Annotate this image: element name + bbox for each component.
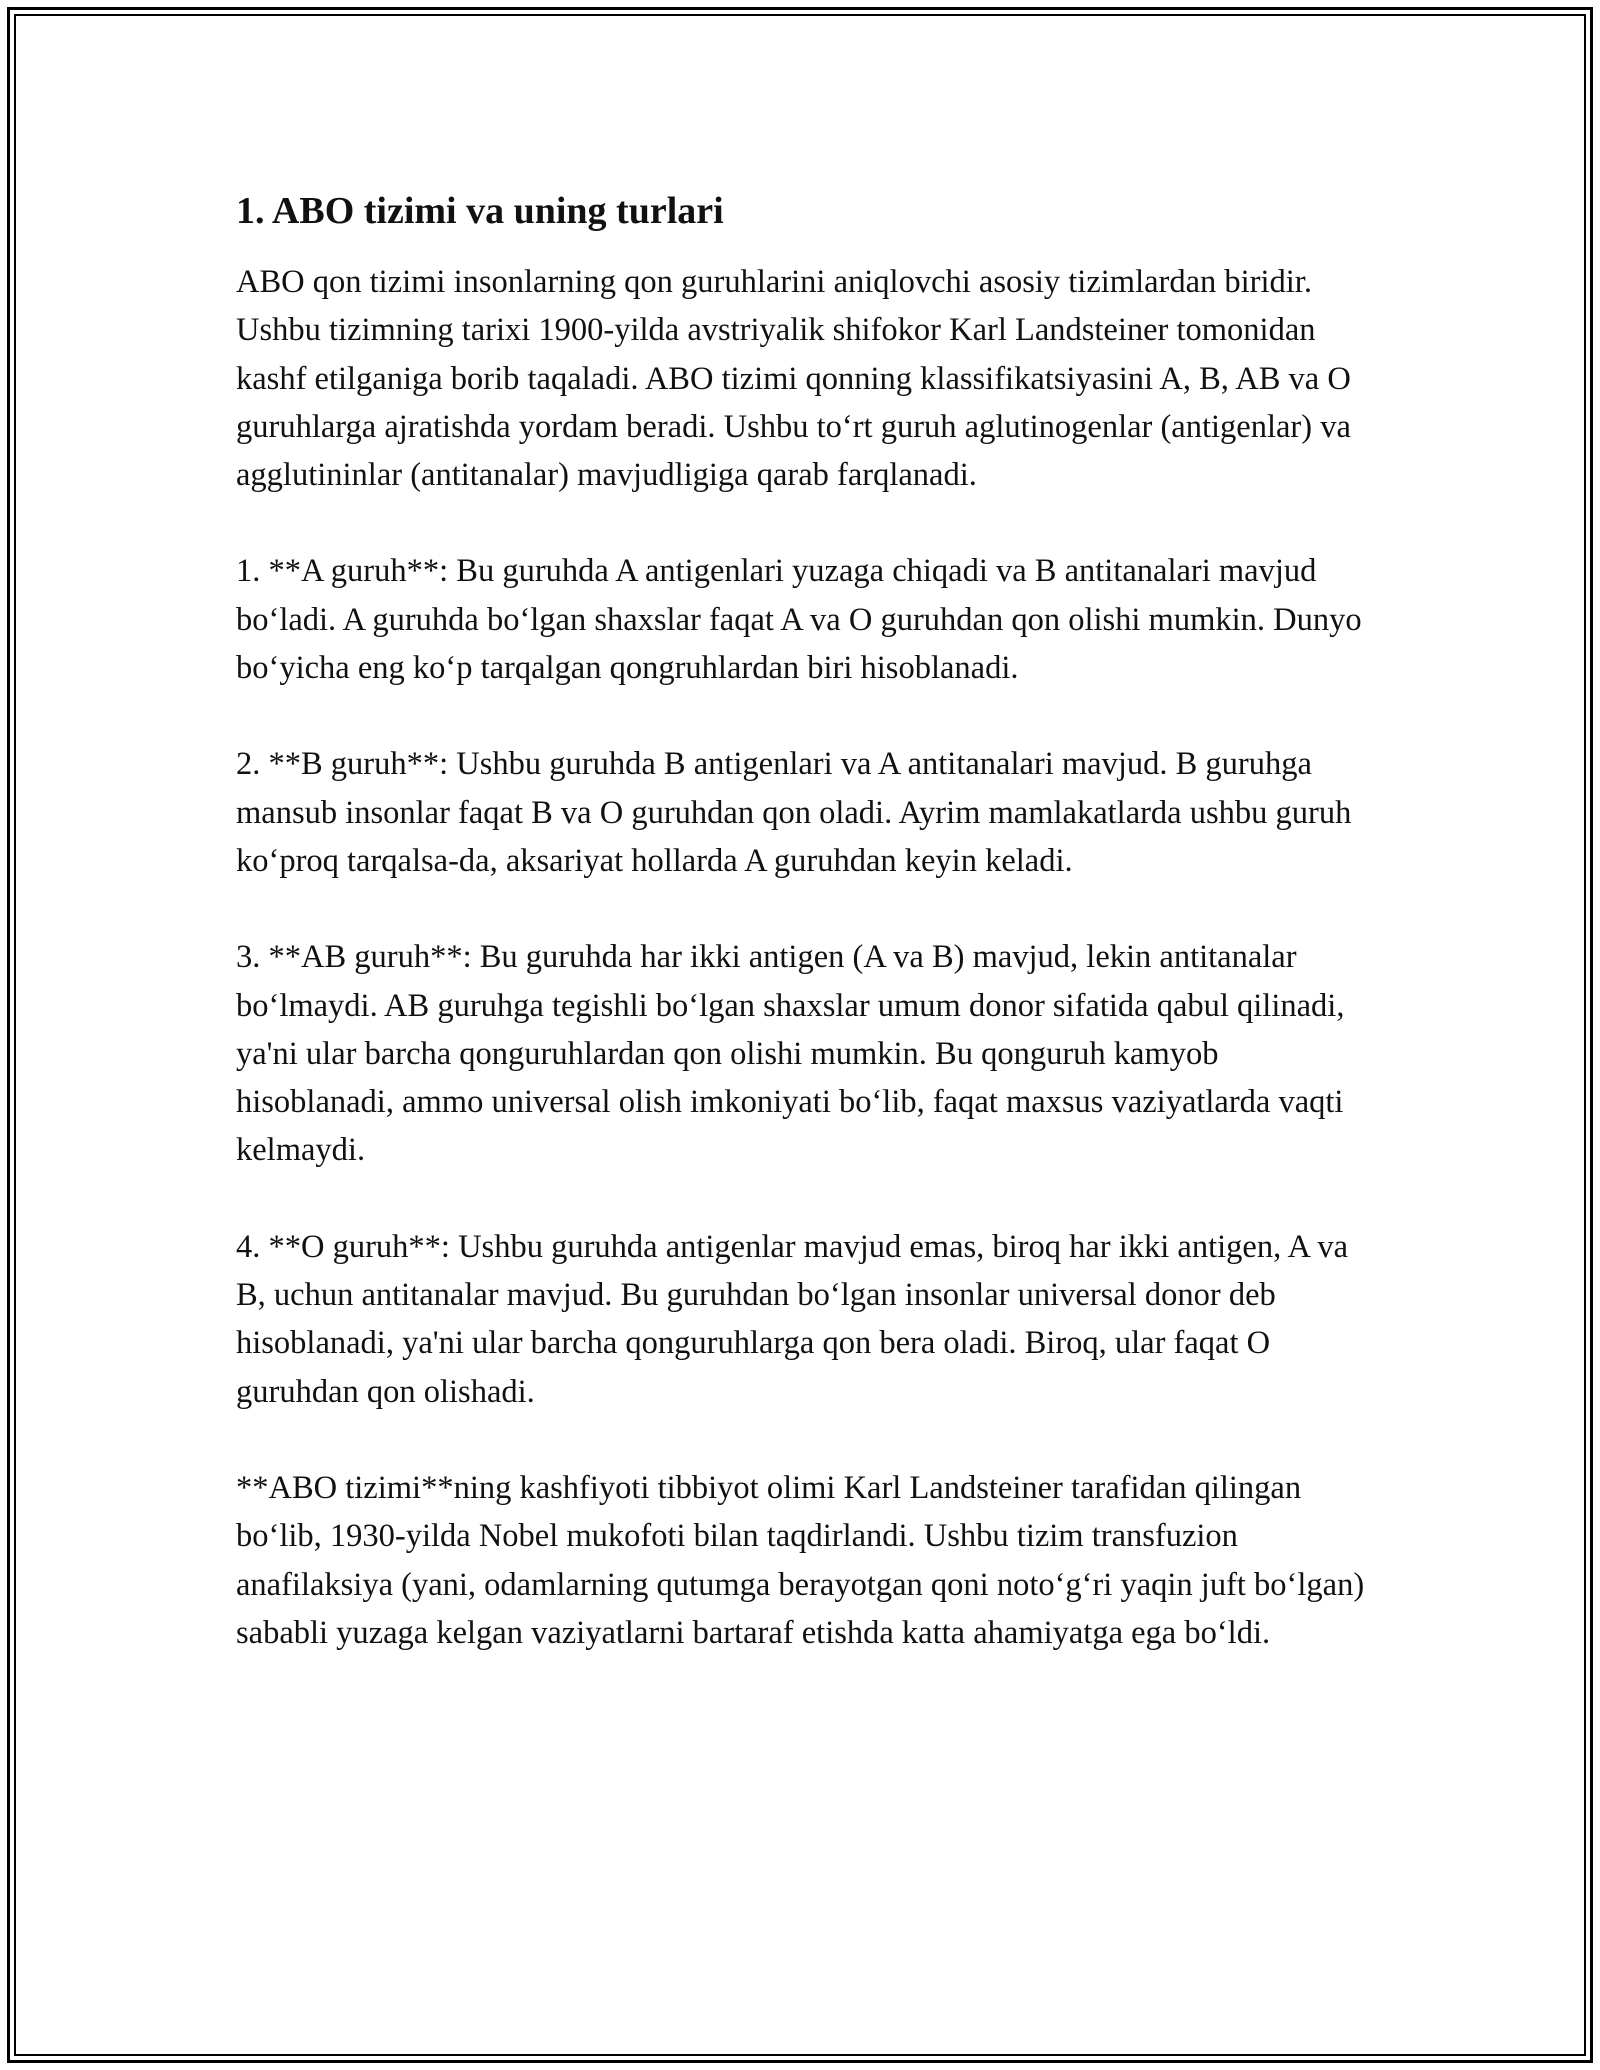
paragraph-discovery: **ABO tizimi**ning kashfiyoti tibbiyot olimi Karl Landsteiner tarafidan qilingan bo‘lib, 1930-yilda Nobel mukofoti bilan taqdirlandi. Ushbu tizim transfuzion anafilaksiya (yani, odamlarning qutumga berayotgan qoni noto‘g‘ri yaqin juft bo‘lgan) sababli yuzaga kelgan vaziyatlarni bartaraf etishda katta ahamiyatga ega bo‘ldi. (236, 1469, 1365, 1651)
paragraph-group-ab: 3. **AB guruh**: Bu guruhda har ikki antigen (A va B) mavjud, lekin antitanalar bo‘lmaydi. AB guruhga tegishli bo‘lgan shaxslar umum donor sifatida qabul qilinadi, ya'ni ular barcha qonguruhlardan qon olishi mumkin. Bu qonguruh kamyob hisoblanadi, ammo universal olish imkoniyati bo‘lib, faqat maxsus vaziyatlarda vaqti kelmaydi. (236, 939, 1345, 1169)
paragraph-group-o: 4. **O guruh**: Ushbu guruhda antigenlar mavjud emas, biroq har ikki antigen, A va B, uchun antitanalar mavjud. Bu guruhdan bo‘lgan insonlar universal donor deb hisoblanadi, ya'ni ular barcha qonguruhlarga qon bera oladi. Biroq, ular faqat O guruhdan qon olishadi. (236, 1228, 1349, 1410)
document-body (236, 186, 1366, 1705)
section-heading: 1. ABO tizimi va uning turlari (236, 190, 724, 232)
paragraph-group-b: 2. **B guruh**: Ushbu guruhda B antigenlari va A antitanalari mavjud. B guruhga mansub insonlar faqat B va O guruhdan qon oladi. Ayrim mamlakatlarda ushbu guruh ko‘proq tarqalsa-da, aksariyat hollarda A guruhdan keyin keladi. (236, 746, 1352, 879)
paragraph-group-a: 1. **A guruh**: Bu guruhda A antigenlari yuzaga chiqadi va B antitanalari mavjud bo‘ladi. A guruhda bo‘lgan shaxslar faqat A va O guruhdan qon olishi mumkin. Dunyo bo‘yicha eng ko‘p tarqalgan qongruhlardan biri hisoblanadi. (236, 553, 1362, 687)
paragraph-intro: ABO qon tizimi insonlarning qon guruhlarini aniqlovchi asosiy tizimlardan biridir. Ushbu tizimning tarixi 1900-yilda avstriyalik shifokor Karl Landsteiner tomonidan kashf etilganiga borib taqaladi. ABO tizimi qonning klassifikatsiyasini A, B, AB va O guruhlarga ajratishda yordam beradi. Ushbu to‘rt guruh aglutinogenlar (antigenlar) va agglutininlar (antitanalar) mavjudligiga qarab farqlanadi. (236, 264, 1351, 494)
